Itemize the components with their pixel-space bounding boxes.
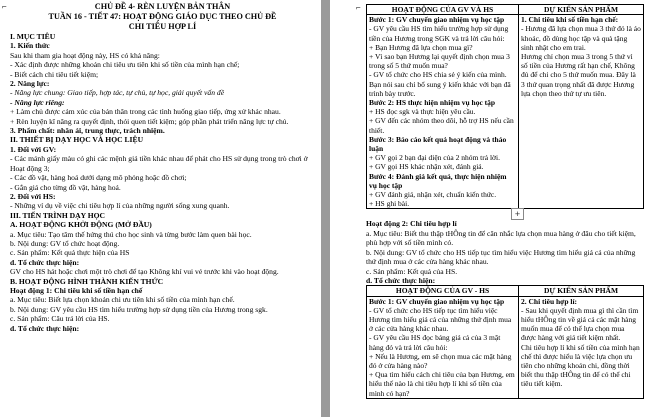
- text-line: - Những ví dụ về việc chi tiêu hợp lí của những người sống xung quanh.: [10, 201, 230, 211]
- text-line: Sau khi tham gia hoạt động này, HS có khả năng:: [10, 50, 160, 60]
- text-line: c. Sản phẩm: Kết quả thực hiện của HS: [10, 248, 130, 258]
- activity1-table-head-left: HOẠT ĐỘNG CỦA GV VÀ HS: [367, 5, 519, 15]
- table-cell-line: - GV tổ chức cho HS tiếp tục tìm hiểu việc Hương tìm hiểu giá cả của những thứ định mua ở các cửa hàng khác nhau.: [369, 305, 512, 334]
- activity2-table: [366, 285, 644, 398]
- text-line: c. Sản phẩm: Câu trả lời của HS.: [10, 314, 110, 324]
- table-cell-line: Bước 3: Báo cáo kết quả hoạt động và thảo luận: [369, 134, 507, 154]
- text-line: II. THIẾT BỊ DẠY HỌC VÀ HỌC LIỆU: [10, 135, 144, 145]
- table-cell-line: + HS ghi bài.: [369, 199, 410, 209]
- activity1-table-head-right: DỰ KIẾN SẢN PHẨM: [519, 5, 644, 15]
- activity2-section: [366, 219, 644, 285]
- text-line: 1. Đối với GV:: [10, 144, 57, 154]
- table-cell-line: + Qua tìm hiểu cách chi tiêu của bạn Hương, em hiểu thế nào là chi tiêu hợp lí khi số tiền của mình có hạn?: [369, 370, 515, 398]
- activity1-table-right-cell: [519, 15, 644, 209]
- text-line: A. HOẠT ĐỘNG KHỞI ĐỘNG (MỞ ĐẦU): [10, 220, 152, 230]
- activity1-table-left-cell: [367, 15, 519, 209]
- text-line: a. Mục tiêu: Biết thu thập tHÔng tin để cân nhắc lựa chọn mua hàng ở đâu cho tiết kiệm, phù hợp với số tiền mình có.: [366, 228, 636, 248]
- lesson-title-name: CHI TIÊU HỢP LÍ: [128, 22, 197, 31]
- text-line: - Năng lực riêng:: [10, 97, 65, 107]
- left-document-page: [0, 0, 321, 417]
- table-cell-line: Chi tiêu hợp lí khi số tiền của mình hạn chế thì được hiểu là việc lựa chọn ưu tiên cho những khoản chi, đồng thời biết thu thập tHÔng tin để có thể chi tiêu tiết kiệm.: [521, 342, 640, 389]
- text-line: + Làm chủ được cảm xúc của bản thân trong các tình huống giao tiếp, ứng xử khác nhau.: [10, 107, 281, 117]
- text-line: d. Tổ chức thực hiện:: [366, 275, 436, 285]
- table-cell-line: + GV gọi HS khác nhận xét, đánh giá.: [369, 162, 484, 172]
- text-line: a. Mục tiêu: Biết lựa chọn khoản chi ưu tiên khi số tiền của mình hạn chế.: [10, 295, 235, 305]
- right-document-page: [330, 0, 650, 417]
- lesson-title-week: TUẦN 16 - TIẾT 47: HOẠT ĐỘNG GIÁO DỤC THEO CHỦ ĐỀ: [48, 12, 277, 21]
- activity2-table-head-left: HOẠT ĐỘNG CỦA GV - HS: [367, 286, 519, 296]
- table-cell-line: - GV yêu cầu HS đọc bảng giá cả của 3 mặt hàng đó và trả lời câu hỏi:: [369, 333, 501, 352]
- text-line: 2. Đối với HS:: [10, 191, 56, 201]
- add-row-button[interactable]: +: [511, 208, 524, 220]
- text-line: - Gắn giá cho từng đồ vật, hàng hoá.: [10, 182, 121, 192]
- table-cell-line: - GV yêu cầu HS tìm hiểu trường hợp sử dụng tiền của Hương trong SGK và trả lời câu hỏi:: [369, 24, 509, 43]
- corner-mark-icon: ⌐: [356, 3, 361, 12]
- text-line: Hoạt động 1: Chi tiêu khi số tiền hạn chế: [10, 285, 143, 295]
- table-cell-line: + Vì sao bạn Hương lại quyết định chọn mua 3 trong số 5 thứ muốn mua?: [369, 52, 510, 71]
- table-cell-line: Hương chỉ chọn mua 3 trong 5 thứ vì số tiền của Hương rất hạn chế, Không đủ để chi cho 5 thứ muốn mua. Đây là 3 thứ quan trọng nhất đã được Hương lựa chọn theo thứ tự ưu tiên.: [521, 52, 636, 98]
- table-cell-line: Bước 2: HS thực hiện nhiệm vụ học tập: [369, 98, 496, 108]
- table-cell-line: Bước 4: Đánh giá kết quả, thực hiện nhiệm vụ học tập: [369, 171, 507, 190]
- table-cell-line: + GV đến các nhóm theo dõi, hỗ trợ HS nếu cần thiết.: [369, 116, 514, 135]
- activity2-table-right-cell: [519, 296, 644, 398]
- table-cell-line: + GV gọi 2 bạn đại diện của 2 nhóm trả lời.: [369, 153, 500, 163]
- table-cell-line: + Nếu là Hương, em sẽ chọn mua các mặt hàng đó ở cửa hàng nào?: [369, 351, 512, 370]
- text-line: + Rèn luyện kĩ năng ra quyết định, thói quen tiết kiệm; góp phần phát triển năng lực tự chủ.: [10, 116, 289, 126]
- table-cell-line: + Bạn Hương đã lựa chọn mua gì?: [369, 42, 473, 52]
- left-page-body: [10, 32, 315, 333]
- corner-mark-icon: ⌐: [2, 2, 7, 11]
- text-line: b. Nội dung: GV tổ chức cho HS tiếp tục tìm hiểu việc Hương tìm hiểu giá cả của những thứ định mua ở các cửa hàng khác nhau.: [366, 247, 636, 267]
- text-line: - Biết cách chi tiêu tiết kiệm;: [10, 69, 99, 79]
- table-cell-line: - Hương đã lựa chọn mua 3 thứ đó là áo khoác, đồ dùng học tập và quà tặng sinh nhật cho em trai.: [521, 24, 641, 52]
- text-line: b. Nội dung: GV yêu cầu HS tìm hiểu trường hợp sử dụng tiền của Hương trong sgk.: [10, 304, 268, 314]
- text-line: d. Tổ chức thực hiện:: [10, 257, 80, 267]
- text-line: III. TIẾN TRÌNH DẠY HỌC: [10, 210, 106, 220]
- activity2-table-left-cell: [367, 296, 519, 398]
- text-line: B. HOẠT ĐỘNG HÌNH THÀNH KIẾN THỨC: [10, 276, 164, 286]
- table-cell-line: - Sau khi quyết định mua gì thì cần tìm hiểu tHÔng tin về giá cả các mặt hàng muốn mua để có thể lựa chọn mua được hàng với giá tiết kiệm nhất.: [521, 305, 639, 343]
- table-cell-line: Bước 1: GV chuyển giao nhiệm vụ học tập: [369, 296, 505, 306]
- activity2-table-head-right: DỰ KIẾN SẢN PHẨM: [519, 286, 644, 296]
- text-line: a. Mục tiêu: Tạo tâm thế hứng thú cho học sinh và từng bước làm quen bài học.: [10, 229, 252, 239]
- activity1-table: [366, 4, 644, 209]
- text-line: - Xác định được những khoản chi tiêu ưu tiên khi số tiền của mình hạn chế;: [10, 60, 240, 70]
- text-line: d. Tổ chức thực hiện:: [10, 323, 80, 333]
- table-cell-line: + GV đánh giá, nhận xét, chuẩn kiến thức.: [369, 190, 497, 200]
- text-line: b. Nội dung: GV tổ chức hoạt động.: [10, 238, 120, 248]
- text-line: GV cho HS hát hoặc chơi một trò chơi để tạo Không khí vui vẻ trước khi vào hoạt động.: [10, 267, 279, 277]
- table-cell-line: - GV tổ chức cho HS chia sẻ ý kiến của mình. Bạn nói sau chỉ bổ sung ý kiến khác với bạn đã trình bày trước.: [369, 70, 511, 98]
- text-line: Hoạt động 2: Chi tiêu hợp lí: [366, 219, 457, 229]
- text-line: - Các đồ vật, hàng hoá dưới dạng mô phỏng hoặc đồ chơi;: [10, 173, 187, 183]
- lesson-title-topic: CHỦ ĐỀ 4- RÈN LUYỆN BẢN THÂN: [94, 2, 231, 11]
- text-line: - Các mảnh giấy màu có ghi các mệnh giá tiền khác nhau để phát cho HS sử dụng trong trò chơi ở Hoạt động 3;: [10, 154, 308, 173]
- text-line: 2. Năng lực:: [10, 79, 50, 89]
- text-line: 3. Phẩm chất: nhân ái, trung thực, trách nhiệm.: [10, 126, 165, 136]
- text-line: c. Sản phẩm: Kết quả của HS.: [366, 266, 458, 276]
- text-line: I. MỤC TIÊU: [10, 32, 56, 41]
- table-cell-line: + HS đọc sgk và thực hiện yêu cầu.: [369, 107, 476, 117]
- table-cell-line: 2. Chi tiêu hợp lí:: [521, 296, 578, 306]
- table-cell-line: Bước 1: GV chuyển giao nhiệm vụ học tập: [369, 15, 505, 25]
- text-line: 1. Kiến thức: [10, 41, 50, 51]
- table-cell-line: 1. Chi tiêu khi số tiền hạn chế:: [521, 15, 619, 25]
- text-line: - Năng lực chung: Giao tiếp, hợp tác, tự chủ, tự học, giải quyết vấn đề: [10, 88, 225, 98]
